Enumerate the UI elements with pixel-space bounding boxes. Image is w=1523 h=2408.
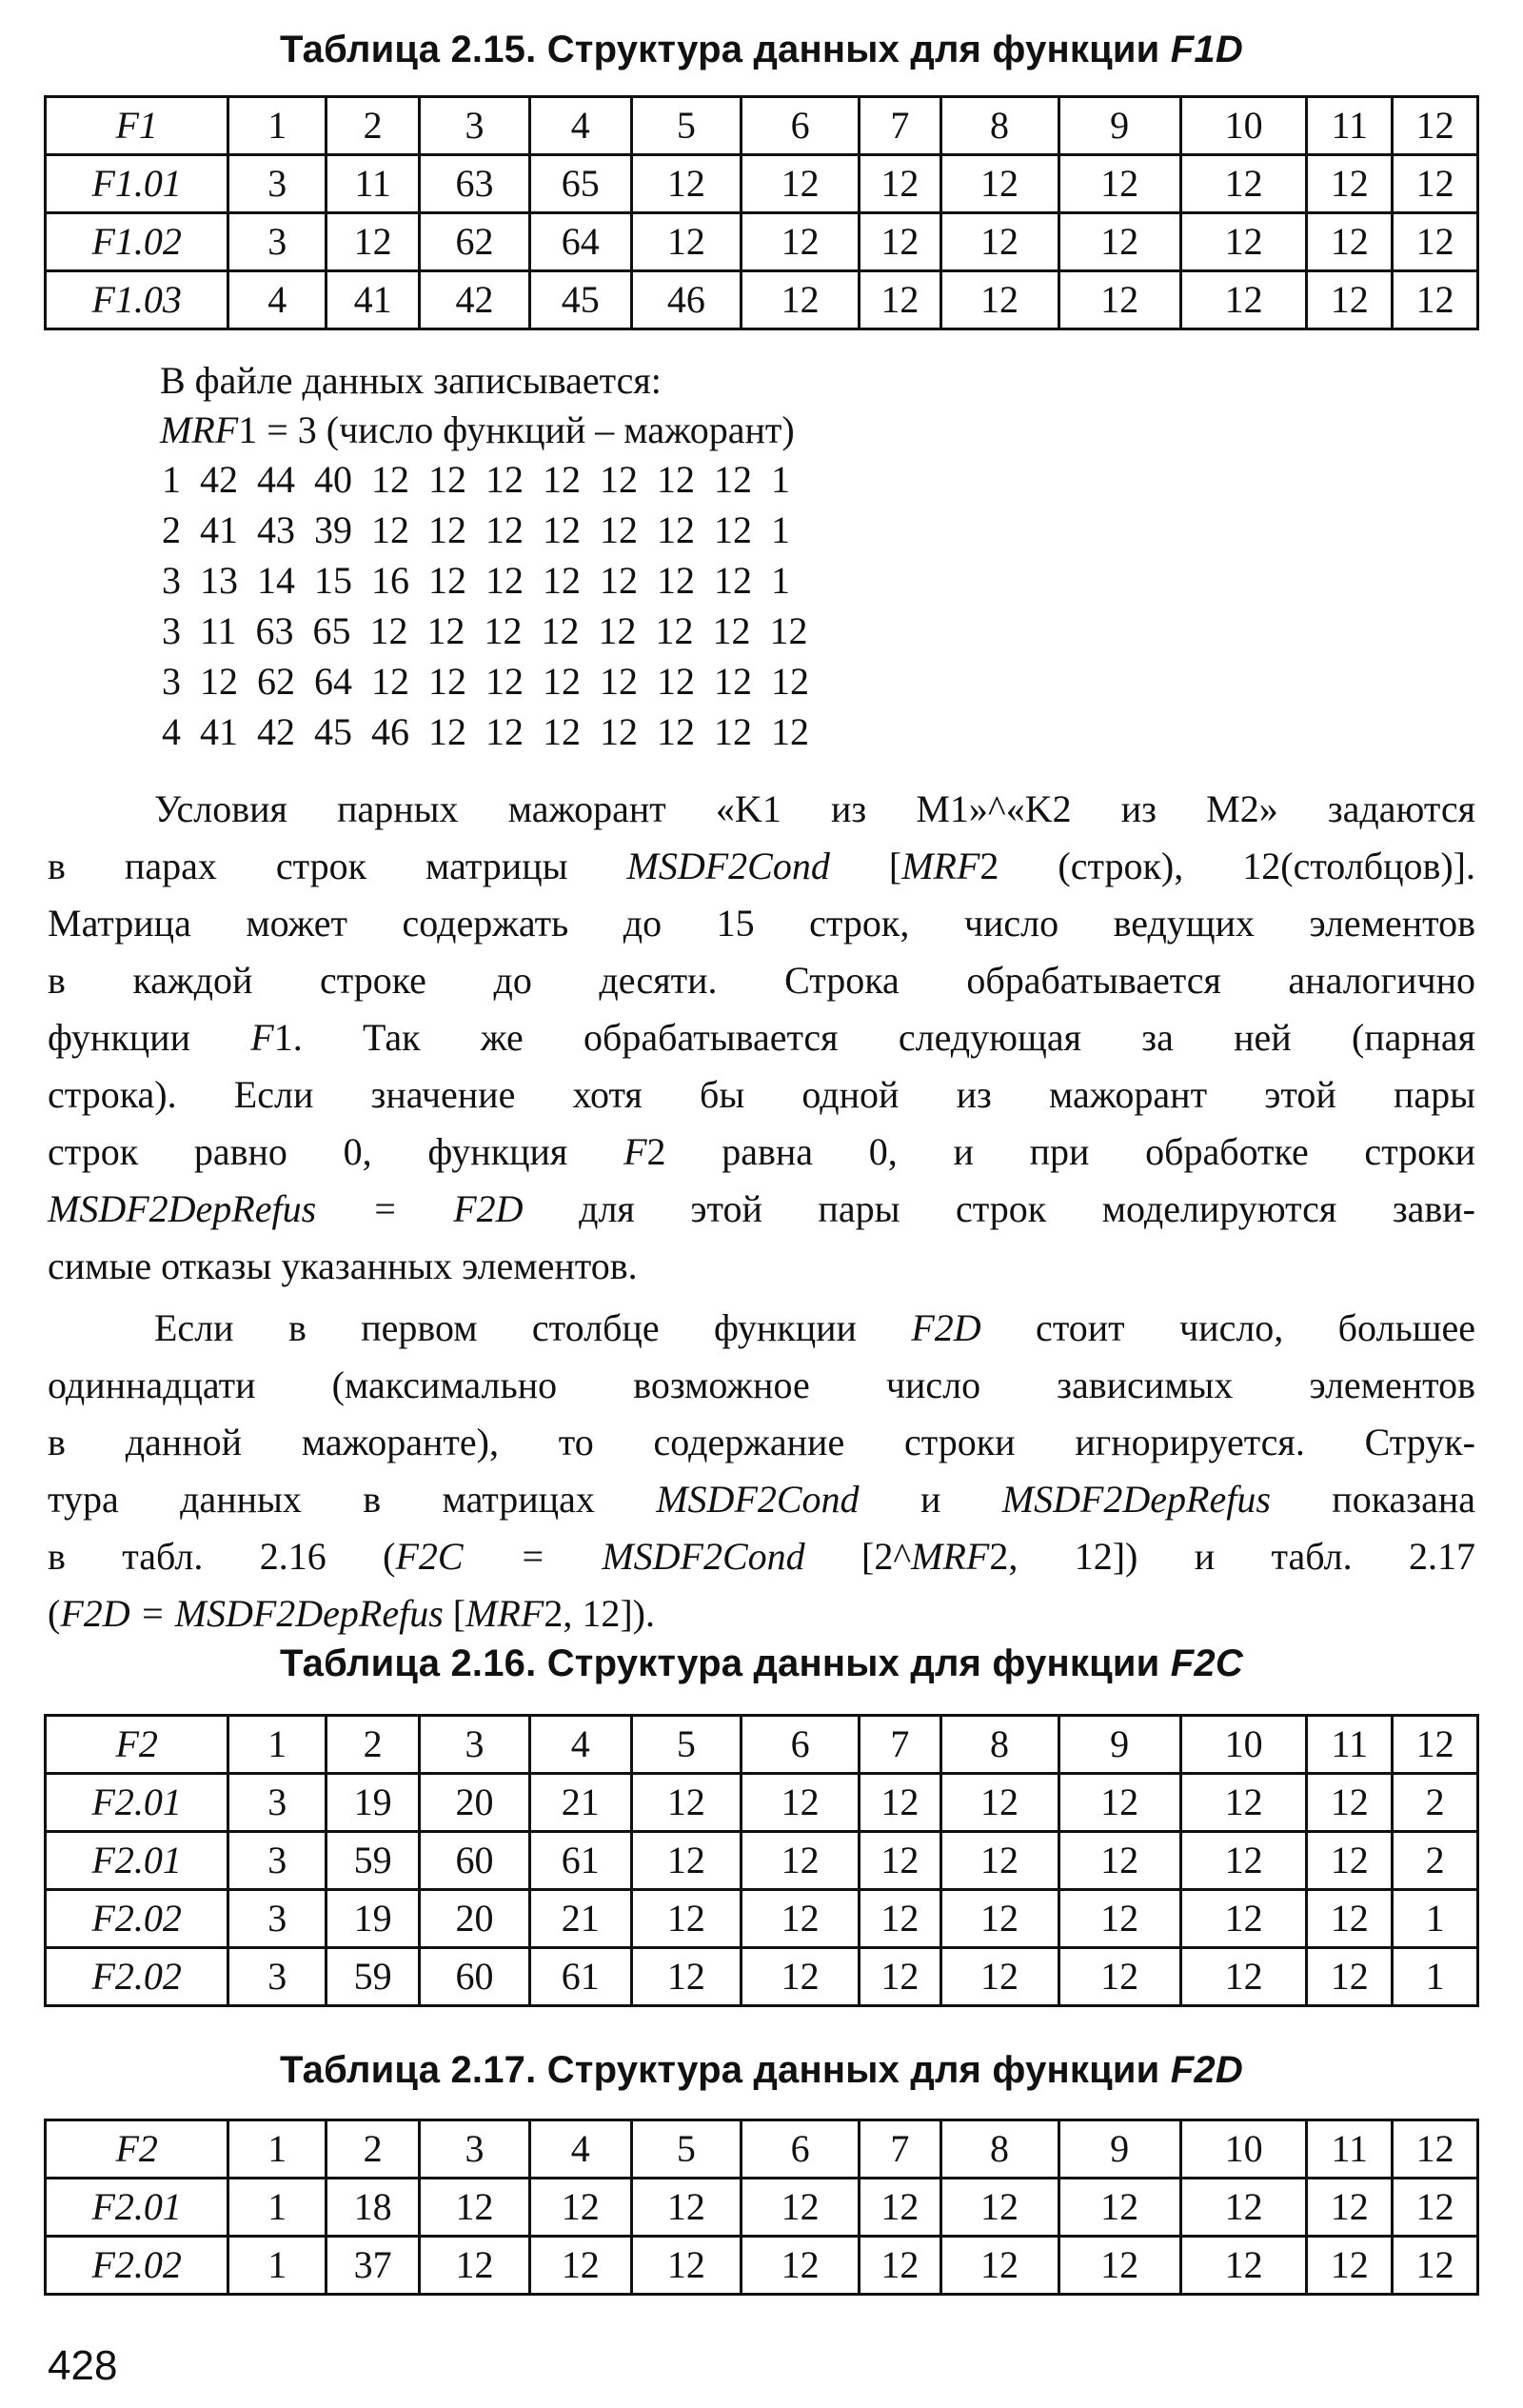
text-line: в каждой строке до десяти. Строка обрабатывается аналогично <box>48 959 1475 1002</box>
table-cell: 1 <box>1393 1890 1478 1948</box>
table-row <box>46 2237 1478 2295</box>
row-label-cell: F1.02 <box>46 213 228 271</box>
table-2-16-caption <box>0 1642 1523 1685</box>
table-cell: 3 <box>420 2120 529 2179</box>
table-cell: 12 <box>1058 1774 1180 1832</box>
row-label-cell: F2.02 <box>46 2237 228 2295</box>
table-cell: 12 <box>1307 1890 1393 1948</box>
table-cell: 12 <box>940 271 1058 329</box>
matrix-line: 3 13 14 15 16 12 12 12 12 12 12 1 <box>162 559 790 602</box>
table-cell: 12 <box>860 1948 941 2006</box>
table-cell: 12 <box>631 155 741 213</box>
table-cell: 12 <box>1058 1832 1180 1890</box>
matrix-line: 3 11 63 65 12 12 12 12 12 12 12 12 <box>162 609 808 652</box>
caption-text: Таблица 2.16. Структура данных для функции <box>280 1642 1171 1684</box>
table-row <box>46 1890 1478 1948</box>
table-cell: 61 <box>529 1948 631 2006</box>
table-cell: 12 <box>742 271 860 329</box>
table-cell: 21 <box>529 1890 631 1948</box>
table-cell: 12 <box>1180 271 1307 329</box>
table-2-15 <box>44 95 1479 330</box>
caption-function-name: F2C <box>1170 1642 1243 1684</box>
table-cell: 12 <box>1058 2179 1180 2237</box>
table-cell: 12 <box>1307 1774 1393 1832</box>
text-line: Матрица может содержать до 15 строк, число ведущих элементов <box>48 902 1475 945</box>
table-cell: 8 <box>940 97 1058 155</box>
table-cell: 12 <box>860 2179 941 2237</box>
table-cell: 12 <box>860 1832 941 1890</box>
table-cell: 12 <box>631 1774 741 1832</box>
table-cell: 12 <box>940 155 1058 213</box>
matrix-line: 4 41 42 45 46 12 12 12 12 12 12 12 <box>162 710 809 753</box>
table-cell: 12 <box>1393 155 1478 213</box>
table-cell: 12 <box>631 1890 741 1948</box>
table-cell: 12 <box>1180 1948 1307 2006</box>
table-cell: 12 <box>1307 1832 1393 1890</box>
row-label-cell: F2.02 <box>46 1948 228 2006</box>
table-cell: 12 <box>1393 2120 1478 2179</box>
table-cell: 11 <box>1307 97 1393 155</box>
table-cell: 12 <box>940 1832 1058 1890</box>
table-header-row <box>46 97 1478 155</box>
table-cell: 42 <box>420 271 529 329</box>
table-cell: 12 <box>1058 2237 1180 2295</box>
table-row <box>46 1774 1478 1832</box>
table-cell: 12 <box>1307 2179 1393 2237</box>
table-cell: 12 <box>420 2237 529 2295</box>
table-cell: 2 <box>1393 1774 1478 1832</box>
text-line: симые отказы указанных элементов. <box>48 1244 638 1287</box>
row-label-cell: F1.03 <box>46 271 228 329</box>
table-2-17 <box>44 2119 1479 2296</box>
table-cell: 18 <box>326 2179 420 2237</box>
table-cell: 63 <box>420 155 529 213</box>
table-cell: 12 <box>860 213 941 271</box>
table-cell: 19 <box>326 1890 420 1948</box>
table-header-row <box>46 1716 1478 1774</box>
table-cell: 12 <box>742 155 860 213</box>
table-cell: 6 <box>742 1716 860 1774</box>
text-line: тура данных в матрицах MSDF2Cond и MSDF2DepRefus показана <box>48 1478 1475 1521</box>
mrf-description: 1 = 3 (число функций – мажорант) <box>238 408 795 451</box>
table-cell: 12 <box>742 2237 860 2295</box>
table-cell: 46 <box>631 271 741 329</box>
table-cell: 10 <box>1180 97 1307 155</box>
table-cell: 12 <box>1058 1948 1180 2006</box>
row-label-cell: F2 <box>46 2120 228 2179</box>
table-cell: 12 <box>326 213 420 271</box>
table-cell: 12 <box>1307 155 1393 213</box>
table-cell: 3 <box>228 1890 326 1948</box>
table-cell: 19 <box>326 1774 420 1832</box>
table-cell: 3 <box>420 97 529 155</box>
table-cell: 6 <box>742 97 860 155</box>
table-cell: 2 <box>326 1716 420 1774</box>
mrf-line <box>160 402 795 459</box>
table-cell: 2 <box>1393 1832 1478 1890</box>
table-cell: 1 <box>228 1716 326 1774</box>
table-cell: 7 <box>860 1716 941 1774</box>
table-cell: 61 <box>529 1832 631 1890</box>
text-line: функции F1. Так же обрабатывается следующая за ней (парная <box>48 1016 1475 1059</box>
table-cell: 12 <box>631 1948 741 2006</box>
text-line: одиннадцати (максимально возможное число зависимых элементов <box>48 1363 1475 1406</box>
table-cell: 12 <box>1058 213 1180 271</box>
table-row <box>46 1948 1478 2006</box>
table-cell: 12 <box>742 1890 860 1948</box>
table-cell: 21 <box>529 1774 631 1832</box>
table-cell: 60 <box>420 1948 529 2006</box>
table-cell: 12 <box>742 1774 860 1832</box>
table-cell: 12 <box>940 1774 1058 1832</box>
table-cell: 12 <box>940 2179 1058 2237</box>
table-cell: 37 <box>326 2237 420 2295</box>
text-line: MSDF2DepRefus = F2D для этой пары строк моделируются зави- <box>48 1187 1475 1230</box>
table-cell: 1 <box>228 2120 326 2179</box>
table-cell: 12 <box>1058 271 1180 329</box>
table-cell: 12 <box>1393 213 1478 271</box>
table-cell: 1 <box>228 2179 326 2237</box>
data-file-intro: В файле данных записывается: <box>160 359 662 402</box>
table-cell: 9 <box>1058 97 1180 155</box>
table-cell: 59 <box>326 1832 420 1890</box>
table-cell: 3 <box>228 213 326 271</box>
table-header-row <box>46 2120 1478 2179</box>
table-cell: 59 <box>326 1948 420 2006</box>
caption-text: Таблица 2.17. Структура данных для функции <box>280 2049 1171 2091</box>
table-row <box>46 2179 1478 2237</box>
table-cell: 12 <box>1180 2179 1307 2237</box>
table-cell: 12 <box>742 2179 860 2237</box>
table-cell: 12 <box>1058 1890 1180 1948</box>
table-cell: 12 <box>1393 2179 1478 2237</box>
table-cell: 12 <box>1180 213 1307 271</box>
table-cell: 12 <box>1058 155 1180 213</box>
table-cell: 20 <box>420 1774 529 1832</box>
table-cell: 4 <box>228 271 326 329</box>
table-cell: 7 <box>860 2120 941 2179</box>
table-cell: 9 <box>1058 2120 1180 2179</box>
table-cell: 1 <box>228 97 326 155</box>
table-cell: 12 <box>860 271 941 329</box>
table-cell: 45 <box>529 271 631 329</box>
table-cell: 12 <box>1393 2237 1478 2295</box>
table-cell: 12 <box>1307 2237 1393 2295</box>
table-cell: 3 <box>228 1832 326 1890</box>
table-cell: 11 <box>326 155 420 213</box>
table-cell: 12 <box>1307 213 1393 271</box>
text-line: строк равно 0, функция F2 равна 0, и при обработке строки <box>48 1130 1475 1173</box>
text-line: в парах строк матрицы MSDF2Cond [MRF2 (строк), 12(столбцов)]. <box>48 845 1476 887</box>
table-cell: 12 <box>631 213 741 271</box>
table-cell: 12 <box>940 1890 1058 1948</box>
table-cell: 12 <box>742 1832 860 1890</box>
table-cell: 9 <box>1058 1716 1180 1774</box>
text-line: в данной мажоранте), то содержание строки игнорируется. Струк- <box>48 1421 1475 1463</box>
table-cell: 1 <box>1393 1948 1478 2006</box>
table-cell: 12 <box>529 2179 631 2237</box>
table-cell: 12 <box>1180 1832 1307 1890</box>
table-cell: 10 <box>1180 2120 1307 2179</box>
row-label-cell: F1 <box>46 97 228 155</box>
table-row <box>46 1832 1478 1890</box>
caption-text: Таблица 2.15. Структура данных для функции <box>280 29 1171 70</box>
table-cell: 11 <box>1307 2120 1393 2179</box>
table-cell: 12 <box>1180 2237 1307 2295</box>
text-line: Если в первом столбце функции F2D стоит число, большее <box>154 1306 1475 1349</box>
table-cell: 1 <box>228 2237 326 2295</box>
table-cell: 12 <box>1307 271 1393 329</box>
text-line: строка). Если значение хотя бы одной из мажорант этой пары <box>48 1073 1475 1116</box>
table-cell: 8 <box>940 1716 1058 1774</box>
table-cell: 6 <box>742 2120 860 2179</box>
table-cell: 12 <box>940 213 1058 271</box>
table-cell: 62 <box>420 213 529 271</box>
table-cell: 11 <box>1307 1716 1393 1774</box>
table-cell: 12 <box>631 1832 741 1890</box>
caption-function-name: F2D <box>1170 2049 1243 2091</box>
table-cell: 64 <box>529 213 631 271</box>
table-2-16 <box>44 1714 1479 2007</box>
table-cell: 12 <box>742 213 860 271</box>
row-label-cell: F2.01 <box>46 2179 228 2237</box>
matrix-line: 1 42 44 40 12 12 12 12 12 12 12 1 <box>162 458 790 501</box>
table-2-15-caption <box>0 29 1523 71</box>
caption-function-name: F1D <box>1170 29 1243 70</box>
table-cell: 8 <box>940 2120 1058 2179</box>
row-label-cell: F2.02 <box>46 1890 228 1948</box>
table-cell: 12 <box>1180 1890 1307 1948</box>
row-label-cell: F2.01 <box>46 1832 228 1890</box>
table-cell: 12 <box>742 1948 860 2006</box>
table-row <box>46 213 1478 271</box>
table-cell: 12 <box>1180 155 1307 213</box>
table-cell: 10 <box>1180 1716 1307 1774</box>
row-label-cell: F2.01 <box>46 1774 228 1832</box>
table-cell: 12 <box>420 2179 529 2237</box>
text-line: (F2D = MSDF2DepRefus [MRF2, 12]). <box>48 1592 655 1635</box>
table-cell: 4 <box>529 97 631 155</box>
table-cell: 12 <box>1393 97 1478 155</box>
table-cell: 12 <box>940 1948 1058 2006</box>
table-cell: 2 <box>326 97 420 155</box>
table-row <box>46 155 1478 213</box>
table-cell: 12 <box>1393 271 1478 329</box>
table-2-17-caption <box>0 2049 1523 2092</box>
table-cell: 41 <box>326 271 420 329</box>
table-cell: 12 <box>940 2237 1058 2295</box>
mrf-variable: MRF <box>160 408 239 451</box>
table-cell: 12 <box>631 2237 741 2295</box>
page-number: 428 <box>48 2342 118 2389</box>
table-cell: 7 <box>860 97 941 155</box>
text-line: Условия парных мажорант «K1 из M1»^«K2 из M2» задаются <box>154 787 1475 830</box>
table-cell: 3 <box>228 155 326 213</box>
table-cell: 12 <box>1393 1716 1478 1774</box>
matrix-line: 2 41 43 39 12 12 12 12 12 12 12 1 <box>162 508 790 551</box>
table-cell: 2 <box>326 2120 420 2179</box>
table-cell: 5 <box>631 1716 741 1774</box>
table-cell: 12 <box>631 2179 741 2237</box>
table-cell: 12 <box>860 1890 941 1948</box>
table-cell: 12 <box>860 155 941 213</box>
table-cell: 12 <box>860 2237 941 2295</box>
paragraph-2 <box>48 1300 1475 1642</box>
paragraph-1 <box>48 781 1475 1295</box>
row-label-cell: F1.01 <box>46 155 228 213</box>
table-cell: 3 <box>228 1774 326 1832</box>
table-cell: 5 <box>631 97 741 155</box>
table-cell: 5 <box>631 2120 741 2179</box>
table-cell: 12 <box>529 2237 631 2295</box>
table-cell: 20 <box>420 1890 529 1948</box>
table-cell: 12 <box>860 1774 941 1832</box>
text-line: в табл. 2.16 (F2C = MSDF2Cond [2^MRF2, 12]) и табл. 2.17 <box>48 1535 1475 1578</box>
table-cell: 3 <box>420 1716 529 1774</box>
table-cell: 4 <box>529 1716 631 1774</box>
table-cell: 3 <box>228 1948 326 2006</box>
table-cell: 12 <box>1307 1948 1393 2006</box>
table-cell: 60 <box>420 1832 529 1890</box>
matrix-line: 3 12 62 64 12 12 12 12 12 12 12 12 <box>162 660 809 703</box>
table-cell: 4 <box>529 2120 631 2179</box>
table-row <box>46 271 1478 329</box>
table-cell: 65 <box>529 155 631 213</box>
table-cell: 12 <box>1180 1774 1307 1832</box>
row-label-cell: F2 <box>46 1716 228 1774</box>
